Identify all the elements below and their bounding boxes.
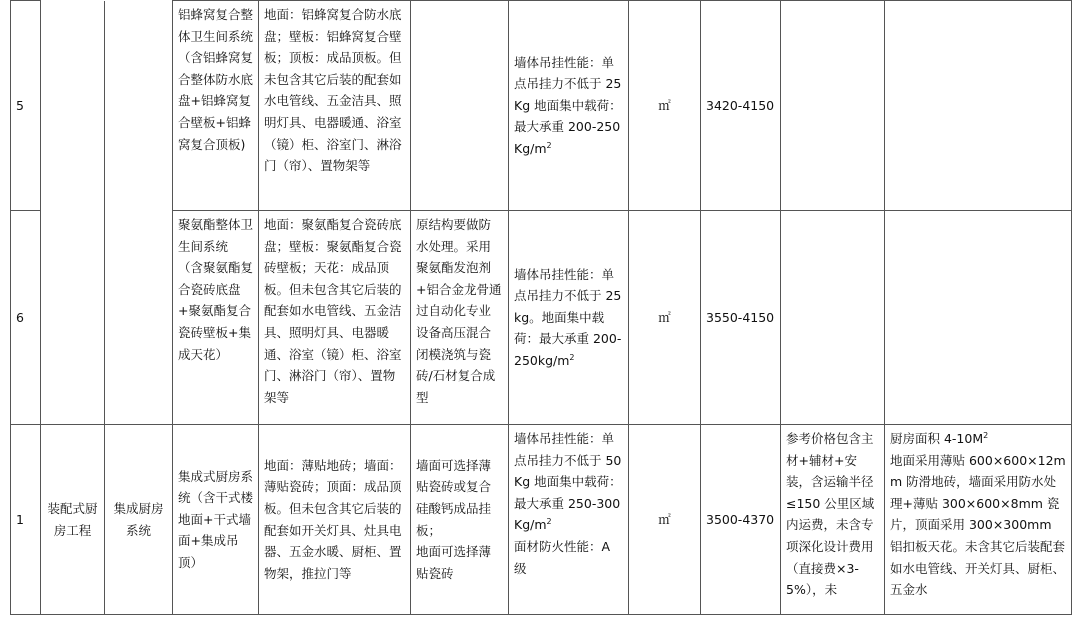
superscript: 2 <box>983 430 989 440</box>
scope-cell: 地面：薄贴地砖；墙面：薄贴瓷砖；顶面：成品顶板。但未包含其它后装的配套如开关灯具、灶具电器、五金水暖、厨柜、置物架，推拉门等 <box>259 425 411 615</box>
row-number: 1 <box>11 425 41 615</box>
unit-cell: ㎡ <box>629 425 701 615</box>
remark-detail-text: 地面采用薄贴 600×600×12mm 防滑地砖，墙面采用防水处理+薄贴 300×600×8mm 瓷片，顶面采用 300×300mm 铝扣板天花。未含其它后装配套如水电管线、开关灯具、厨柜、五金水 <box>890 452 1066 598</box>
category-cell: 装配式厨房工程 <box>41 425 105 615</box>
performance-cell <box>509 211 629 425</box>
note-cell <box>781 1 885 211</box>
craft-cell <box>411 1 509 211</box>
superscript: 2 <box>546 140 552 150</box>
fire-rating-text: 面材防火性能：A 级 <box>514 538 611 576</box>
table-row <box>11 1 1072 211</box>
subcategory-cell <box>105 1 173 425</box>
price-cell: 3550-4150 <box>701 211 781 425</box>
performance-text: 墙体吊挂性能：单点吊挂力不低于 25kg。地面集中载荷：最大承重 200-250kg/m <box>514 266 622 368</box>
craft-cell: 原结构要做防水处理。采用聚氨酯发泡剂+铝合金龙骨通过自动化专业设备高压混合闭模浇筑与瓷砖/石材复合成型 <box>411 211 509 425</box>
scope-cell: 地面：聚氨酯复合瓷砖底盘；壁板：聚氨酯复合瓷砖壁板；天花：成品顶板。但未包含其它后装的配套如水电管线、五金洁具、照明灯具、电器暖通、浴室（镜）柜、浴室门、淋浴门（帘）、置物架等 <box>259 211 411 425</box>
scope-cell: 地面：铝蜂窝复合防水底盘；壁板：铝蜂窝复合壁板；顶板：成品顶板。但未包含其它后装的配套如水电管线、五金洁具、照明灯具、电器暖通、浴室（镜）柜、浴室门、淋浴门（帘）、置物架等 <box>259 1 411 211</box>
system-name-cell: 聚氨酯整体卫生间系统 （含聚氨酯复合瓷砖底盘+聚氨酯复合瓷砖壁板+集成天花） <box>173 211 259 425</box>
performance-cell <box>509 425 629 615</box>
pricing-table <box>10 0 1072 615</box>
performance-cell <box>509 1 629 211</box>
price-cell: 3420-4150 <box>701 1 781 211</box>
superscript: 2 <box>546 517 552 527</box>
unit-cell: ㎡ <box>629 1 701 211</box>
remark-text: 厨房面积 4-10M <box>890 431 984 446</box>
system-name-cell: 集成式厨房系统（含干式楼地面+干式墙面+集成吊顶） <box>173 425 259 615</box>
note-cell <box>781 211 885 425</box>
remark-cell <box>885 211 1072 425</box>
performance-text: 墙体吊挂性能：单点吊挂力不低于 25Kg 地面集中载荷：最大承重 200-250Kg/m <box>514 54 622 156</box>
unit-cell: ㎡ <box>629 211 701 425</box>
remark-cell <box>885 1 1072 211</box>
system-name-cell: 铝蜂窝复合整体卫生间系统 （含铝蜂窝复合整体防水底盘+铝蜂窝复合壁板+铝蜂窝复合顶板) <box>173 1 259 211</box>
price-cell: 3500-4370 <box>701 425 781 615</box>
category-cell <box>41 1 105 425</box>
note-cell: 参考价格包含主材+辅材+安装，含运输半径≤150 公里区域内运费，未含专项深化设计费用（直接费×3-5%），未 <box>781 425 885 615</box>
subcategory-cell: 集成厨房系统 <box>105 425 173 615</box>
row-number: 6 <box>11 211 41 425</box>
row-number: 5 <box>11 1 41 211</box>
remark-cell <box>885 425 1072 615</box>
table-row <box>11 425 1072 615</box>
performance-text: 墙体吊挂性能：单点吊挂力不低于 50Kg 地面集中载荷：最大承重 250-300Kg/m <box>514 431 622 533</box>
superscript: 2 <box>569 352 575 362</box>
craft-cell: 墙面可选择薄贴瓷砖或复合硅酸钙成品挂板； 地面可选择薄贴瓷砖 <box>411 425 509 615</box>
